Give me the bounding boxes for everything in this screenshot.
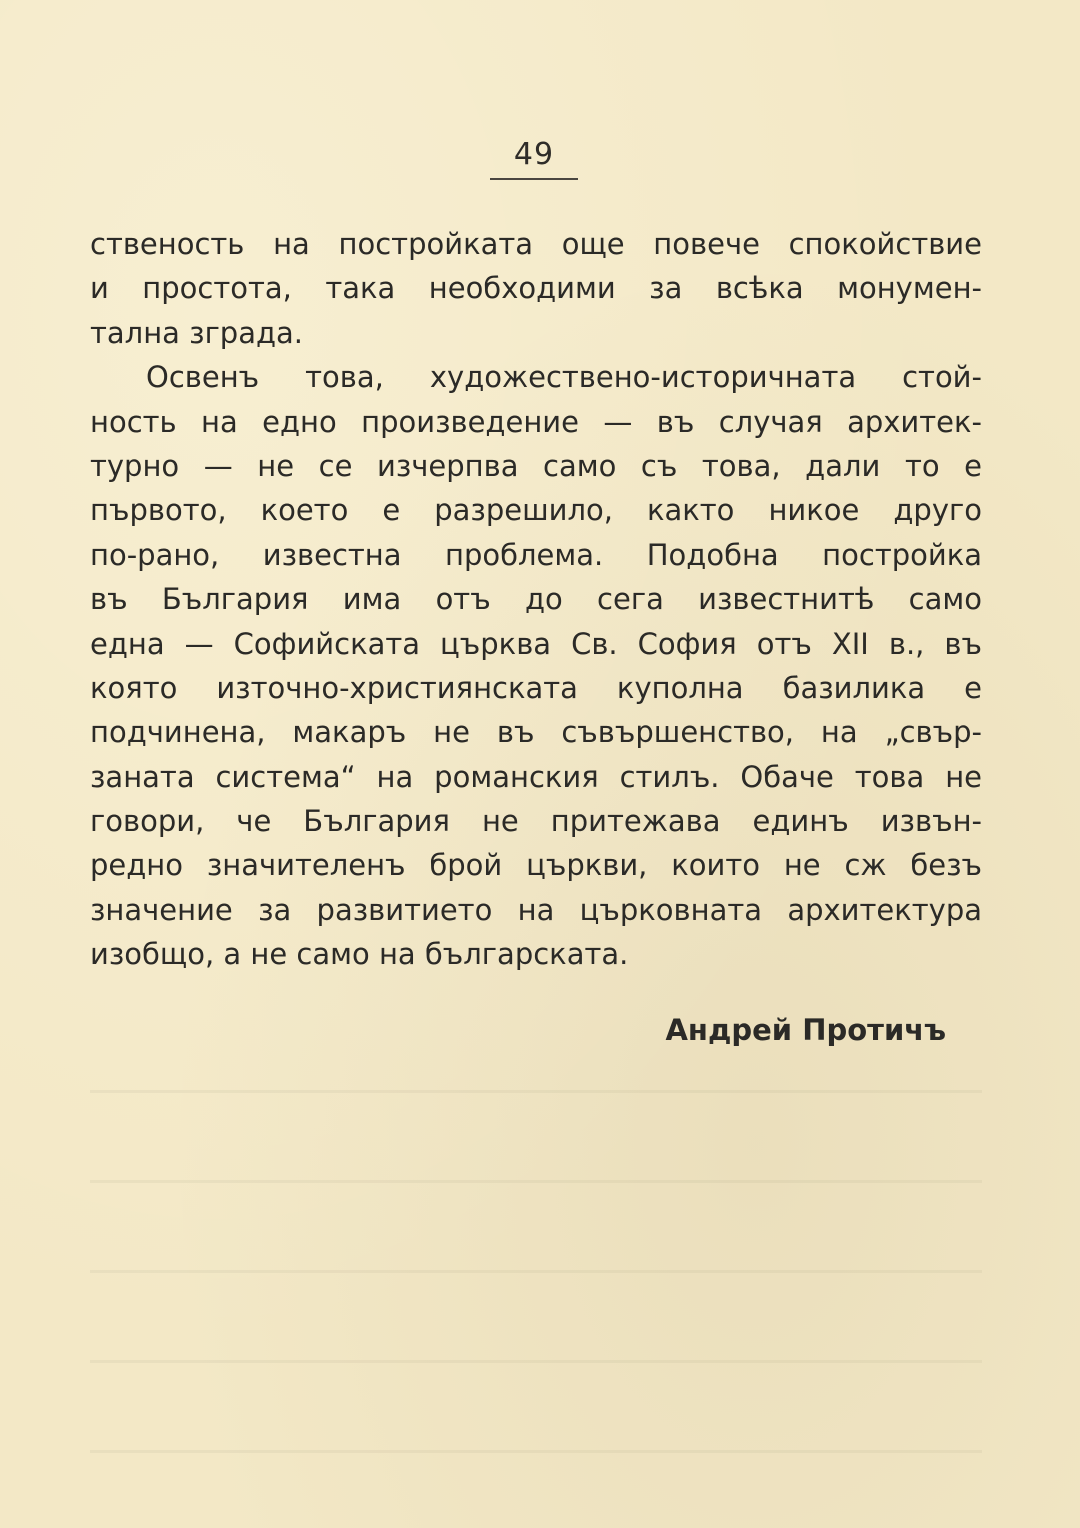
text-line: Освенъ това, художествено-историчната стой- [146, 360, 982, 395]
text-line: заната система“ на романския стилъ. Обаче това не [90, 759, 982, 794]
text-line: значение за развитието на църковната архитектура [90, 892, 982, 927]
text-line: ственость на постройката още повече спокойствие [90, 227, 982, 261]
bleed-through-mark [90, 1270, 982, 1273]
bleed-through-mark [90, 1360, 982, 1363]
text-line: по-рано, известна проблема. Подобна постройка [90, 537, 982, 572]
author-signature: Андрей Протичъ [665, 1013, 946, 1047]
text-line: тална зграда. [90, 315, 304, 350]
text-line: редно значителенъ брой църкви, които не сж безъ [90, 848, 982, 883]
text-line: турно — не се изчерпва само съ това, дали то е [90, 448, 982, 483]
text-line: въ България има отъ до сега известнитѣ само [90, 582, 982, 617]
bleed-through-mark [90, 1450, 982, 1453]
page-number-rule [490, 178, 578, 180]
text-line: една — Софийската църква Св. София отъ XII в., въ [90, 626, 982, 661]
text-line: която източно-християнската куполна базилика е [90, 670, 982, 705]
text-line: изобщо, а не само на българската. [90, 937, 629, 972]
text-line: ность на едно произведение — въ случая архитек- [90, 404, 982, 439]
text-line: подчинена, макаръ не въ съвършенство, на „свър- [90, 715, 982, 750]
body-text [90, 222, 982, 977]
page-number: 49 [513, 137, 555, 172]
text-line: говори, че България не притежава единъ извън- [90, 804, 982, 839]
bleed-through-mark [90, 1180, 982, 1183]
text-line: първото, което е разрешило, както никое друго [90, 493, 982, 528]
bleed-through-mark [90, 1090, 982, 1093]
text-line: и простота, така необходими за всѣка монумен- [90, 271, 982, 306]
